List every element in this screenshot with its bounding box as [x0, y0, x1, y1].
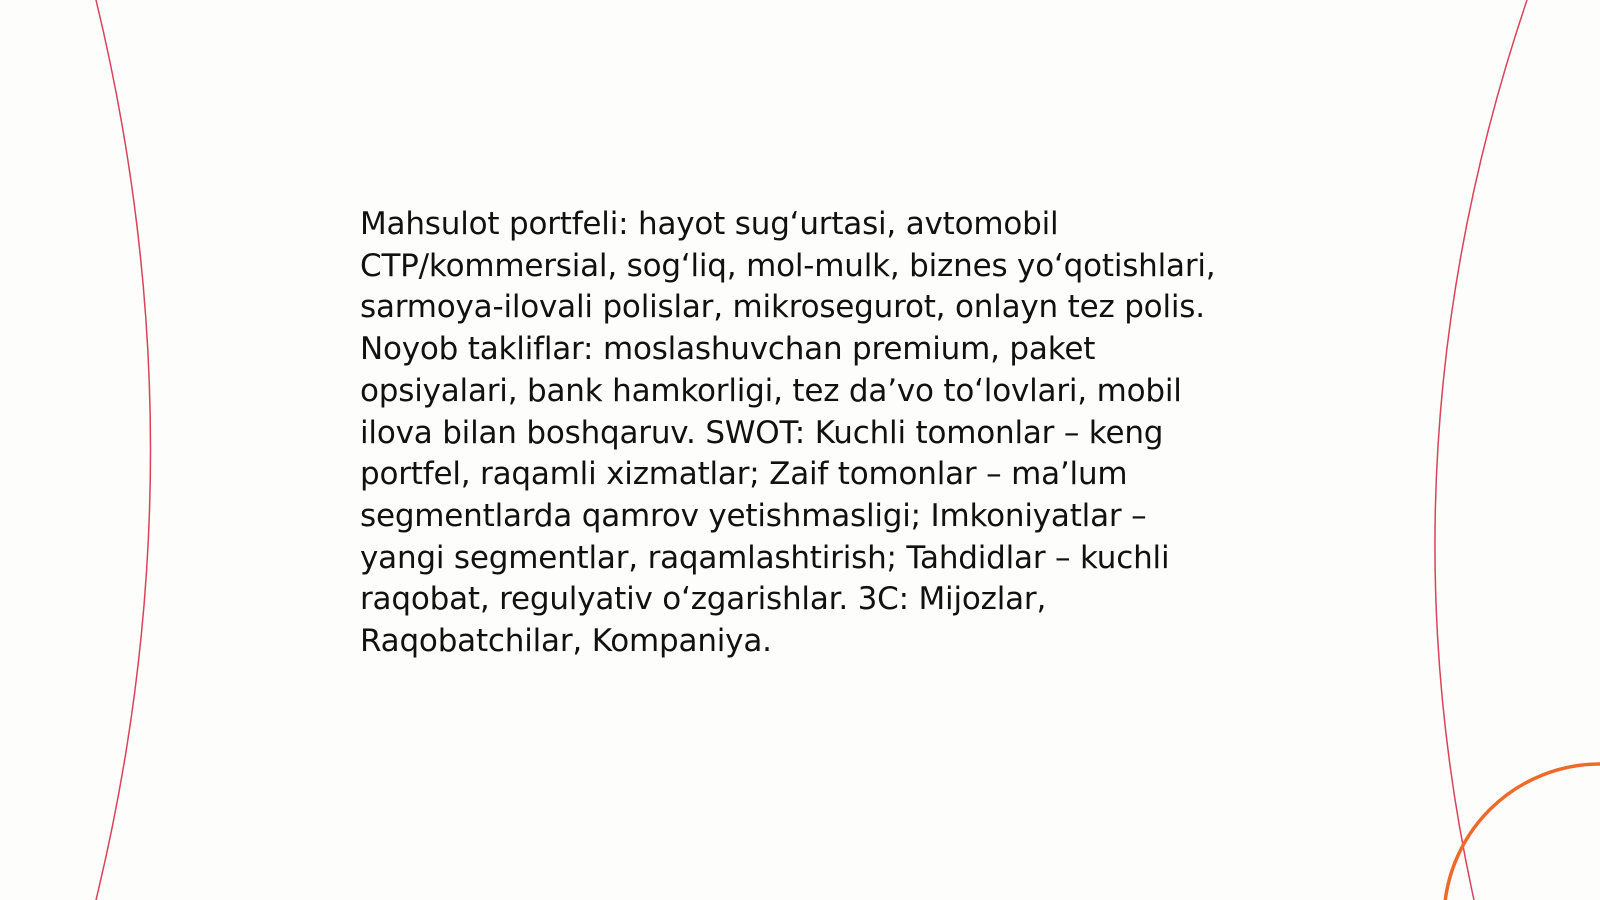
- right-curve-line: [1435, 0, 1527, 900]
- slide-body-text: Mahsulot portfeli: hayot sug‘urtasi, avtomobil CTP/kommersial, sog‘liq, mol-mulk, biznes yo‘qotishlari, sarmoya-ilovali polislar, mikrosegurot, onlayn tez polis. Noyob takliflar: moslashuvchan premium, paket opsiyalari, bank hamkorligi, tez da’vo to‘lovlari, mobil ilova bilan boshqaruv. SWOT: Kuchli tomonlar – keng portfel, raqamli xizmatlar; Zaif tomonlar – ma’lum segmentlarda qamrov yetishmasligi; Imkoniyatlar – yangi segmentlar, raqamlashtirish; Tahdidlar – kuchli raqobat, regulyativ o‘zgarishlar. 3C: Mijozlar, Raqobatchilar, Kompaniya.: [360, 206, 1216, 660]
- left-curve-line: [96, 0, 151, 900]
- orange-circle-arc: [1444, 764, 1600, 900]
